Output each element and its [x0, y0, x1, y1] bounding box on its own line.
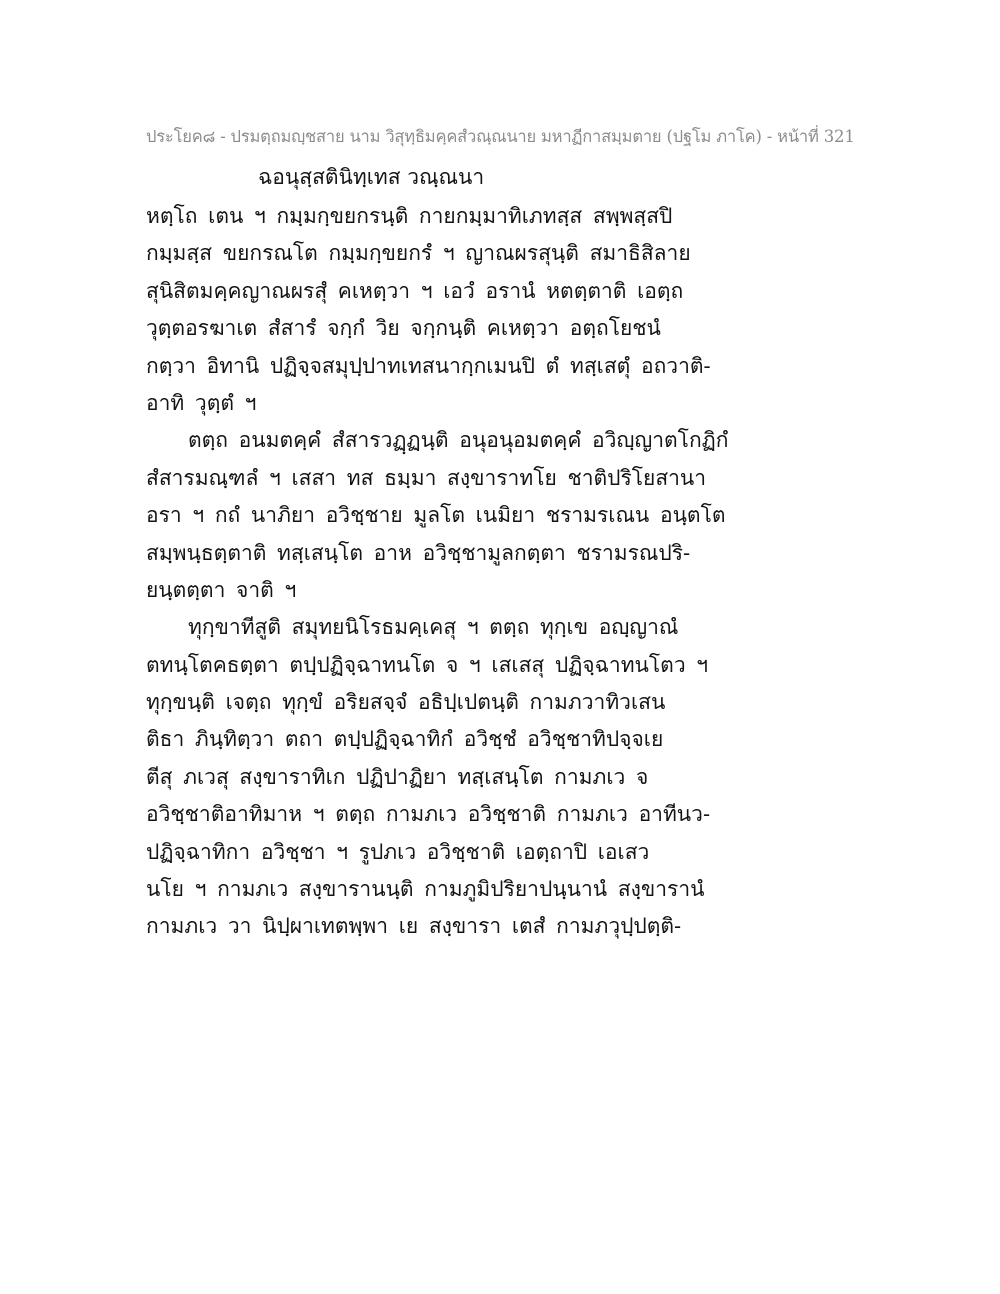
text-line: ตทนฺโตคธตฺตา ตปฺปฏิจฺฉาทนโต จ ฯ เสเสสุ ปฏิจฺฉาทนโตว ฯ: [146, 652, 709, 677]
text-line: ตีสุ ภเวสุ สงฺขาราทิเก ปฏิปาฏิยา ทสฺเสนฺโต กามภเว จ: [146, 764, 649, 789]
text-line: กมฺมสฺส ขยกรณโต กมฺมกฺขยกรํ ฯ ญาณผรสุนฺติ สมาธิสิลาย: [146, 241, 691, 266]
text-line: ติธา ภินฺทิตฺวา ตถา ตปฺปฏิจฺฉาทิกํ อวิชฺชํ อวิชฺชาทิปจฺจเย: [146, 727, 664, 752]
text-line: ยนฺตตฺตา จาติ ฯ: [146, 577, 297, 602]
text-line: อรา ฯ กถํ นาภิยา อวิชฺชาย มูลโต เนมิยา ชรามรเณน อนฺตโต: [146, 503, 726, 528]
text-line: อาทิ วุตฺตํ ฯ: [146, 390, 257, 415]
body-text: [146, 198, 729, 946]
text-line: กตฺวา อิทานิ ปฏิจฺจสมุปฺปาทเทสนากฺกเมนปิ ตํ ทสฺเสตุํ อถวาติ-: [146, 353, 711, 378]
text-line: ปฏิจฺฉาทิกา อวิชฺชา ฯ รูปภเว อวิชฺชาติ เอตฺถาปิ เอเสว: [146, 839, 650, 864]
paragraph-3: [146, 609, 711, 946]
running-header: ประโยค๘ - ปรมตฺถมญฺชสาย นาม วิสุทฺธิมคฺคสํวณฺณนาย มหาฏีกาสมฺมตาย (ปฐโม ภาโค) - หน้าที่ 321: [146, 127, 855, 146]
text-line: สํสารมณฺฑลํ ฯ เสสา ทส ธมฺมา สงฺขาราทโย ชาติปริโยสานา: [146, 465, 707, 490]
paragraph-2: [146, 422, 729, 609]
text-line: ทุกฺขาทีสูติ สมุทยนิโรธมคฺเคสุ ฯ ตตฺถ ทุกฺเข อญฺญาณํ: [188, 615, 679, 640]
text-line: กามภเว วา นิปฺผาเทตพฺพา เย สงฺขารา เตสํ กามภวุปฺปตฺติ-: [146, 914, 682, 939]
paragraph-1: [146, 198, 711, 422]
text-line: ทุกฺขนฺติ เจตฺถ ทุกฺขํ อริยสจฺจํ อธิปฺเปตนฺติ กามภวาทิวเสน: [146, 690, 666, 715]
text-line: วุตฺตอรฆาเต สํสารํ จกฺกํ วิย จกฺกนฺติ คเหตฺวา อตฺถโยชนํ: [146, 316, 661, 341]
text-line: สมฺพนฺธตฺตาติ ทสฺเสนฺโต อาห อวิชฺชามูลกตฺตา ชรามรณปริ-: [146, 540, 691, 565]
text-line: สุนิสิตมคฺคญาณผรสุํ คเหตฺวา ฯ เอวํ อรานํ หตตฺตาติ เอตฺถ: [146, 278, 684, 303]
text-line: ตตฺถ อนมตคฺคํ สํสารวฏฺฏนฺติ อนุอนุอมตคฺคํ อวิญฺญาตโกฏิกํ: [188, 428, 729, 453]
text-line: หตฺโถ เตน ฯ กมฺมกฺขยกรนฺติ กายกมฺมาทิเภทสฺส สพฺพสฺสปิ: [146, 204, 673, 228]
text-line: นโย ฯ กามภเว สงฺขารานนฺติ กามภูมิปริยาปนฺนานํ สงฺขารานํ: [146, 877, 705, 902]
text-line: อวิชฺชาติอาทิมาห ฯ ตตฺถ กามภเว อวิชฺชาติ กามภเว อาทีนว-: [146, 802, 711, 827]
section-title: ฉอนุสฺสตินิทฺเทส วณฺณนา: [258, 165, 485, 189]
